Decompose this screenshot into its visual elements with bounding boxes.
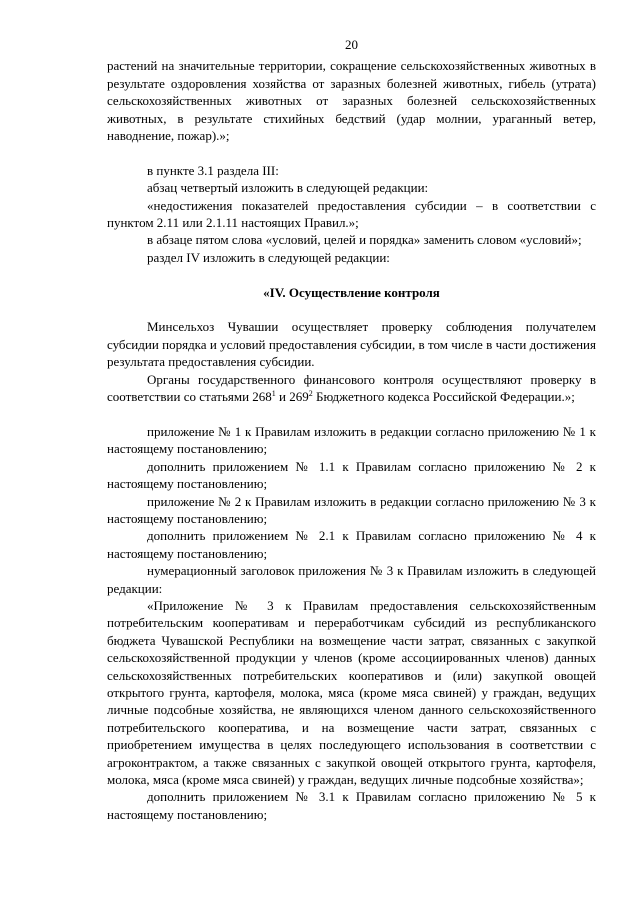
superscript: 1 xyxy=(271,389,276,399)
superscript: 2 xyxy=(308,389,313,399)
paragraph: абзац четвертый изложить в следующей редакции: xyxy=(147,180,429,196)
paragraph: приложение № 1 к Правилам изложить в редакции согласно приложению № 1 к настоящему постановлению; xyxy=(107,423,596,457)
paragraph: «недостижения показателей предоставления субсидии – в соответствии с пунктом 2.11 или 2.1.11 настоящих Правил.»; xyxy=(107,197,596,231)
paragraph: в пункте 3.1 раздела III: xyxy=(147,162,279,178)
paragraph: «Приложение № 3 к Правилам предоставления сельскохозяйственным потребительским кооперативам и переработчикам субсидий из республиканского бюджета Чувашской Республики на возмещение части затрат, связанных с закупкой сельскохозяйственной продукции у членов (кроме ассоциированных членов) данных сельскохозяйственных потребительских кооперативов и (или) закупкой овощей открытого грунта, картофеля, молока, мяса (кроме мяса свиней) у граждан, ведущих личные подсобные хозяйства, не являющихся членом данного сельскохозяйственного потребительского кооператива, и на возмещение части затрат, связанных с приобретением имущества в целях последующего использования в соответствии с агроконтрактом, а также связанных с закупкой овощей открытого грунта, картофеля, молока, мяса (кроме мяса свиней) у граждан, ведущих личные подсобные хозяйства»; xyxy=(107,597,596,787)
paragraph: дополнить приложением № 1.1 к Правилам согласно приложению № 2 к настоящему постановлению; xyxy=(107,458,596,492)
paragraph: Минсельхоз Чувашии осуществляет проверку соблюдения получателем субсидии порядка и условий предоставления субсидии, в том числе в части достижения результата предоставления субсидии. xyxy=(107,319,596,370)
paragraph: нумерационный заголовок приложения № 3 к Правилам изложить в следующей редакции: xyxy=(107,563,596,596)
paragraph: дополнить приложением № 2.1 к Правилам согласно приложению № 4 к настоящему постановлению; xyxy=(107,528,596,561)
paragraph: растений на значительные территории, сокращение сельскохозяйственных животных в результате оздоровления хозяйства от заразных болезней животных, гибель (утрата) сельскохозяйственных животных от заразных болезней сельскохозяйственных животных, в результате стихийных бедствий (удар молнии, ураганный ветер, наводнение, пожар).»; xyxy=(107,58,596,144)
paragraph: приложение № 2 к Правилам изложить в редакции согласно приложению № 3 к настоящему постановлению; xyxy=(107,493,596,526)
section-heading: «IV. Осуществление контроля xyxy=(263,284,440,300)
paragraph: раздел IV изложить в следующей редакции: xyxy=(147,249,390,265)
text-fragment: и 269 xyxy=(275,389,309,405)
text-fragment: Органы государственного финансового контроля осуществляют проверку в соответствии со статьями 268 xyxy=(107,371,596,405)
paragraph-with-article-refs xyxy=(107,371,596,406)
paragraph: в абзаце пятом слова «условий, целей и порядка» заменить словом «условий»; xyxy=(147,232,582,248)
text-fragment: Бюджетного кодекса Российской Федерации.»; xyxy=(312,389,575,405)
page-number: 20 xyxy=(345,37,358,52)
paragraph: дополнить приложением № 3.1 к Правилам согласно приложению № 5 к настоящему постановлению; xyxy=(107,789,596,822)
